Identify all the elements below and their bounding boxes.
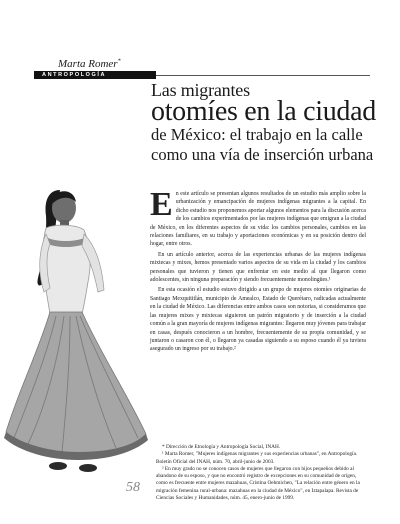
section-label: ANTROPOLOGÍA [34, 71, 156, 79]
body-paragraph-1: En este artículo se presentan algunos resultados de un estudio más amplio sobre la urbanización y emancipación de mujeres indígenas migrantes a la capital. En dicho estudio nos proponemos aportar algunos elementos para la discusión acerca de los cambios experimentados por las mujeres indígenas que emigran a la ciudad de México, en los diferentes aspectos de su vida: los cambios personales, cambios en las relaciones familiares, en su trabajo y aportaciones económicas y en su posición dentro del hogar, entre otros. [150, 186, 366, 248]
header-rule [156, 75, 370, 76]
title-line-3: de México: el trabajo en la calle [151, 125, 363, 144]
footnote-affiliation: * Dirección de Etnología y Antropología Social, INAH. [162, 444, 281, 450]
drop-cap: E [150, 186, 173, 223]
body-paragraph-3: En esta ocasión el estudio estuvo dirigido a un grupo de mujeres otomíes originarias de Santiago Mexquititlán, municipio de Amealco, Estado de Querétaro, radicadas actualmente en la ciudad de México. Las diferencias entre ambos casos son notorias, si consideramos que las mujeres mixes y mixtecas siguieron un patrón migratorio y de inserción a la ciudad común a la gran mayoría de mujeres indígenas migrantes: llegaron muy jóvenes para trabajar en casas, después conocieron a un hombre, frecuentemente de su propia comunidad, y se juntaron o casaron con él, o llegaron ya casadas siguiendo a su esposo cuando él ya tuviera asegurado un ingreso por su trabajo.² [150, 287, 366, 353]
footnote-2: ² En muy grado no se conocen casos de mujeres que llegaron con hijos pequeños debido al abandono de su esposo, y que no encontró registro de excepciones en su comunidad de origen, como es frecuente entre mujeres mazahuas, Cristina Oehmichen, "La relación entre género en la migración femenina rural-urbana: mazahuas en la ciudad de México", en Iztapalapa. Revista de Ciencias Sociales y Humanidades, núm. 45, enero-junio de 1999. [156, 465, 360, 502]
body-paragraph-2: En un artículo anterior, acerca de las experiencias urbanas de las mujeres indígenas mixtecas y mixes, hemos presentado varios aspectos de su vida en la ciudad y los cambios personales que tuvieron y tienen que enfrentar en este medio al que llegaron como adolescentes, sin ninguna preparación y siendo frecuentemente monolingües.¹ [150, 251, 366, 284]
photo-girl-figure [4, 182, 154, 482]
title-line-2: otomíes en la ciudad [151, 96, 376, 127]
title-line-4: como una vía de inserción urbana [151, 145, 374, 164]
page-number: 58 [126, 480, 140, 495]
footnotes [156, 444, 366, 502]
article-body [150, 186, 366, 356]
footnote-1: ¹ Marta Romer, "Mujeres indígenas migrantes y sus experiencias urbanas", en Antropología. Boletín Oficial del INAH, núm. 70, abril-junio de 2003. [156, 451, 358, 465]
author-name: Marta Romer* [58, 58, 121, 70]
title-line-1: Las migrantes [151, 80, 250, 100]
